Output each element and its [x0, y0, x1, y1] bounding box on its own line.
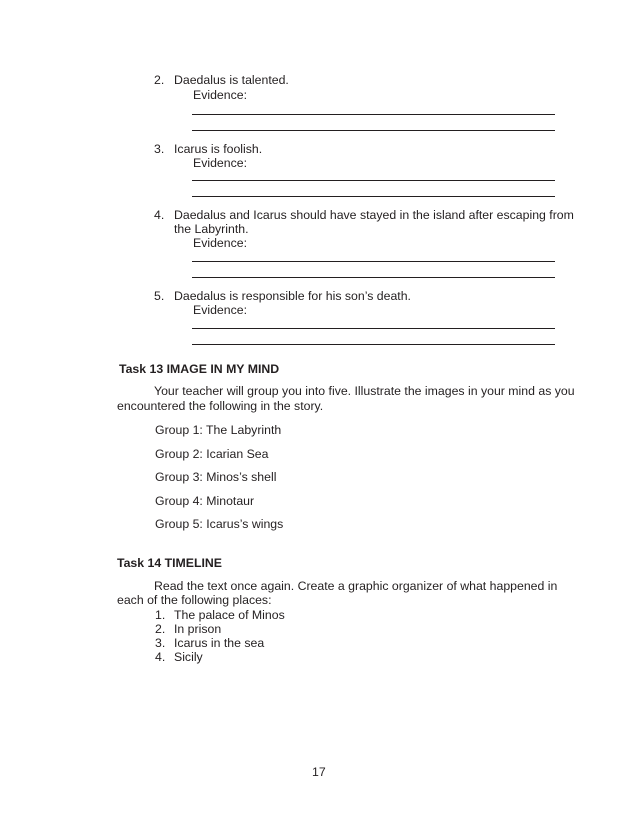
- statement-5-answer-line-2[interactable]: [192, 344, 555, 345]
- group-4: Group 4: Minotaur: [155, 494, 255, 508]
- statement-3-answer-line-1[interactable]: [192, 180, 555, 181]
- statement-3-answer-line-2[interactable]: [192, 196, 555, 197]
- statement-3-number: 3.: [154, 142, 165, 156]
- place-2-number: 2.: [155, 622, 166, 636]
- place-1-text: The palace of Minos: [174, 608, 285, 622]
- page-number: 17: [312, 765, 326, 779]
- statement-5-text: Daedalus is responsible for his son’s death.: [174, 289, 411, 303]
- task-13-heading: Task 13 IMAGE IN MY MIND: [119, 362, 280, 376]
- statement-5-number: 5.: [154, 289, 165, 303]
- group-3: Group 3: Minos’s shell: [155, 470, 277, 484]
- place-4-text: Sicily: [174, 650, 203, 664]
- statement-2-answer-line-1[interactable]: [192, 114, 555, 115]
- statement-3-text: Icarus is foolish.: [174, 142, 263, 156]
- group-5: Group 5: Icarus’s wings: [155, 517, 284, 531]
- statement-5-evidence-label: Evidence:: [193, 303, 248, 317]
- statement-2-number: 2.: [154, 73, 165, 87]
- task-14-instruction-line-1: Read the text once again. Create a graphic organizer of what happened in: [154, 579, 558, 593]
- statement-2-evidence-label: Evidence:: [193, 88, 248, 102]
- statement-4-answer-line-2[interactable]: [192, 277, 555, 278]
- task-14-instruction-line-2: each of the following places:: [117, 593, 272, 607]
- place-4-number: 4.: [155, 650, 166, 664]
- statement-4-answer-line-1[interactable]: [192, 261, 555, 262]
- group-2: Group 2: Icarian Sea: [155, 447, 269, 461]
- statement-3-evidence-label: Evidence:: [193, 156, 248, 170]
- statement-4-evidence-label: Evidence:: [193, 236, 248, 250]
- statement-4-text-line-1: Daedalus and Icarus should have stayed in the island after escaping from: [174, 208, 574, 222]
- task-13-instruction-line-2: encountered the following in the story.: [117, 399, 324, 413]
- statement-5-answer-line-1[interactable]: [192, 328, 555, 329]
- group-1: Group 1: The Labyrinth: [155, 423, 282, 437]
- place-1-number: 1.: [155, 608, 166, 622]
- place-3-text: Icarus in the sea: [174, 636, 265, 650]
- place-2-text: In prison: [174, 622, 222, 636]
- task-14-heading: Task 14 TIMELINE: [117, 556, 223, 570]
- statement-2-answer-line-2[interactable]: [192, 130, 555, 131]
- statement-4-number: 4.: [154, 208, 165, 222]
- place-3-number: 3.: [155, 636, 166, 650]
- task-13-instruction-line-1: Your teacher will group you into five. Illustrate the images in your mind as you: [154, 384, 575, 398]
- statement-2-text: Daedalus is talented.: [174, 73, 289, 87]
- statement-4-text-line-2: the Labyrinth.: [174, 222, 249, 236]
